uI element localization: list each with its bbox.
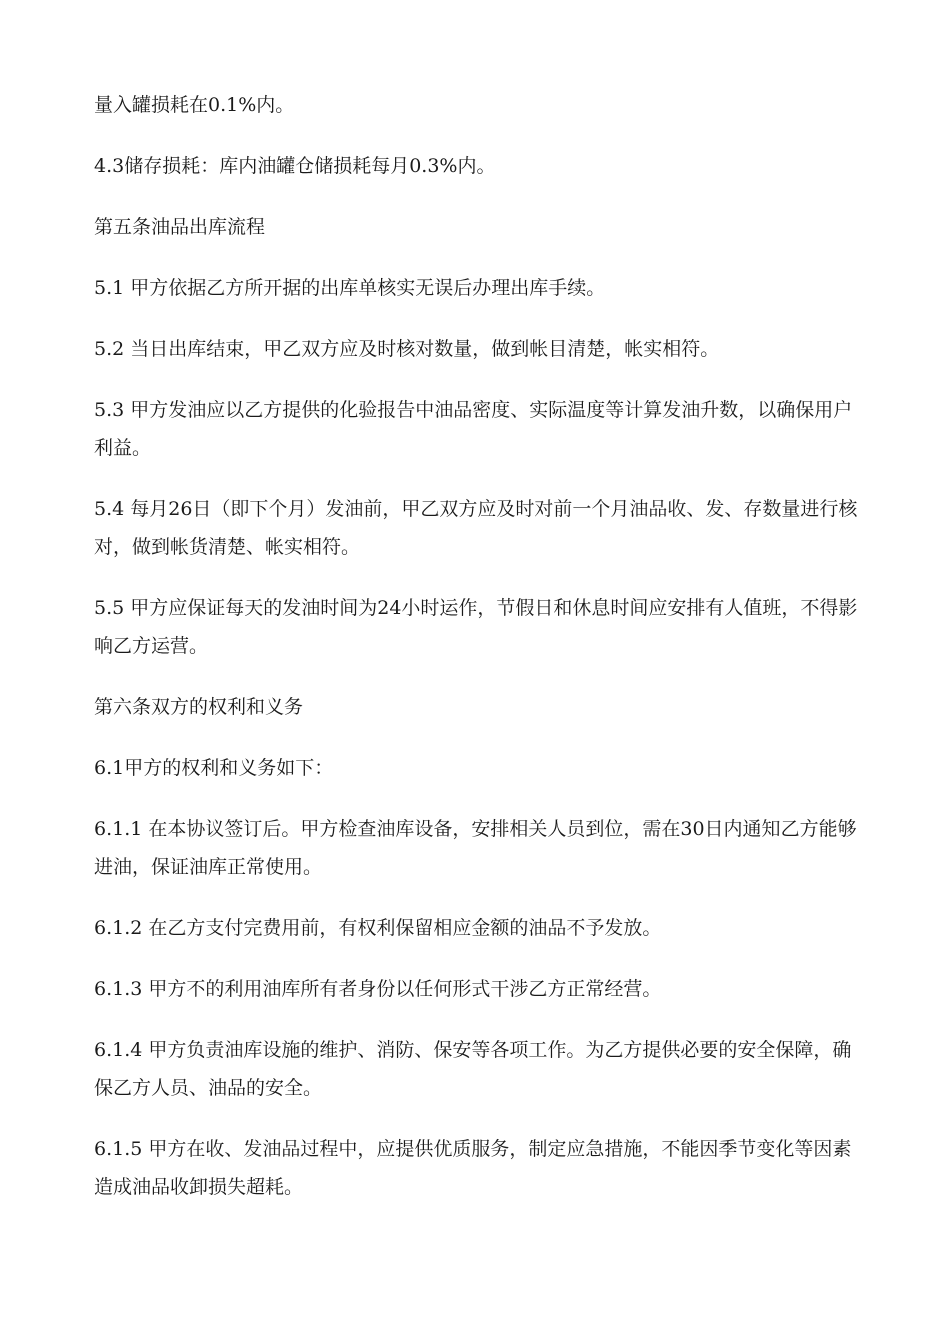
paragraph-6-1-1: 6.1.1 在本协议签订后。甲方检查油库设备，安排相关人员到位，需在30日内通知乙方能够进油，保证油库正常使用。 [94,818,857,878]
paragraph-6-1-5: 6.1.5 甲方在收、发油品过程中，应提供优质服务，制定应急措施，不能因季节变化等因素造成油品收卸损失超耗。 [94,1138,852,1198]
paragraph-5-2: 5.2 当日出库结束，甲乙双方应及时核对数量，做到帐目清楚，帐实相符。 [94,338,720,360]
paragraph-6-1: 6.1甲方的权利和义务如下： [94,757,334,779]
paragraph-5-5: 5.5 甲方应保证每天的发油时间为24小时运作，节假日和休息时间应安排有人值班，不得影响乙方运营。 [94,597,858,657]
paragraph-4-3: 4.3储存损耗：库内油罐仓储损耗每月0.3%内。 [94,155,496,177]
paragraph-6-1-3: 6.1.3 甲方不的利用油库所有者身份以任何形式干涉乙方正常经营。 [94,978,662,1000]
paragraph-6-1-4: 6.1.4 甲方负责油库设施的维护、消防、保安等各项工作。为乙方提供必要的安全保障，确保乙方人员、油品的安全。 [94,1039,852,1099]
paragraph-loss-intake: 量入罐损耗在0.1%内。 [94,94,295,116]
paragraph-5-4: 5.4 每月26日（即下个月）发油前，甲乙双方应及时对前一个月油品收、发、存数量进行核对，做到帐货清楚、帐实相符。 [94,498,858,558]
heading-article-6: 第六条双方的权利和义务 [94,696,304,718]
paragraph-5-3: 5.3 甲方发油应以乙方提供的化验报告中油品密度、实际温度等计算发油升数，以确保用户利益。 [94,399,853,459]
document-body [94,86,864,1229]
paragraph-6-1-2: 6.1.2 在乙方支付完费用前，有权利保留相应金额的油品不予发放。 [94,917,662,939]
heading-article-5: 第五条油品出库流程 [94,216,266,238]
paragraph-5-1: 5.1 甲方依据乙方所开据的出库单核实无误后办理出库手续。 [94,277,606,299]
